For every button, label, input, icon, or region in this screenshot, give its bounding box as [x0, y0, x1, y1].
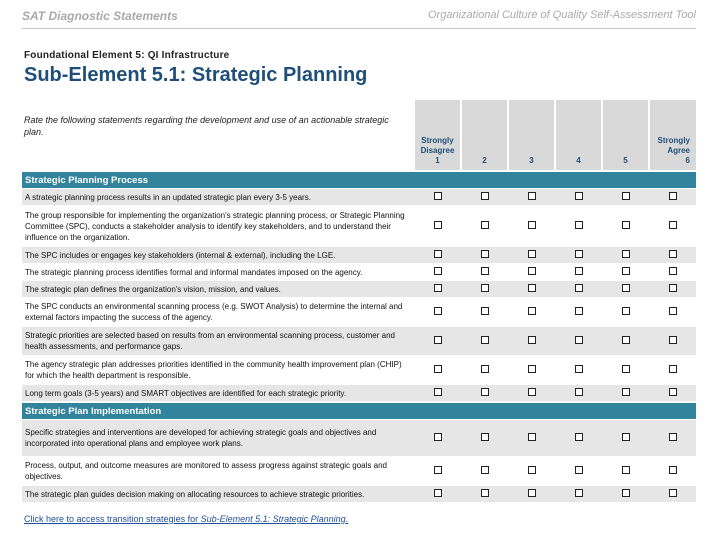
rating-checkbox-5[interactable] [622, 466, 630, 474]
statement-text: The strategic plan defines the organization's vision, mission, and values. [22, 281, 414, 298]
rating-cell-6 [649, 385, 696, 403]
rating-cell-4 [555, 356, 602, 385]
instructions-text: Rate the following statements regarding the development and use of an actionable strategic plan. [22, 100, 414, 171]
rating-checkbox-5[interactable] [622, 336, 630, 344]
rating-checkbox-3[interactable] [528, 307, 536, 315]
rating-checkbox-2[interactable] [481, 221, 489, 229]
rating-cell-3 [508, 486, 555, 503]
rating-checkbox-2[interactable] [481, 489, 489, 497]
rating-cell-3 [508, 298, 555, 327]
rating-cell-5 [602, 298, 649, 327]
rating-checkbox-5[interactable] [622, 433, 630, 441]
link-prefix: Click here to access transition strategies for [24, 514, 201, 524]
rating-cell-4 [555, 486, 602, 503]
rating-checkbox-5[interactable] [622, 307, 630, 315]
rating-cell-6 [649, 281, 696, 298]
foundational-element-label: Foundational Element 5: QI Infrastructure [24, 50, 230, 61]
statement-row [22, 356, 696, 385]
rating-cell-4 [555, 457, 602, 486]
statement-row [22, 457, 696, 486]
rating-cell-6 [649, 420, 696, 457]
rating-checkbox-2[interactable] [481, 250, 489, 258]
rating-checkbox-2[interactable] [481, 192, 489, 200]
rating-checkbox-3[interactable] [528, 192, 536, 200]
statement-text: The group responsible for implementing the organization's strategic planning process, or Strategic Planning Committee (SPC), conducts a stakeholder analysis to identify key stakeholders, and to understand their influence on the organization. [22, 206, 414, 247]
header-right-text: Organizational Culture of Quality Self-Assessment Tool [428, 9, 696, 21]
document-header [22, 6, 696, 29]
rating-checkbox-6[interactable] [669, 267, 677, 275]
rating-checkbox-4[interactable] [575, 336, 583, 344]
statement-text: Specific strategies and interventions are developed for achieving strategic goals and objectives and incorporated into operational plans and employee work plans. [22, 420, 414, 457]
rating-cell-5 [602, 457, 649, 486]
rating-cell-4 [555, 298, 602, 327]
rating-cell-6 [649, 486, 696, 503]
rating-cell-1 [414, 420, 461, 457]
rating-cell-5 [602, 385, 649, 403]
scale-num-6: 6 [685, 156, 690, 165]
rating-checkbox-6[interactable] [669, 388, 677, 396]
rating-checkbox-3[interactable] [528, 267, 536, 275]
rating-cell-3 [508, 206, 555, 247]
rating-checkbox-3[interactable] [528, 433, 536, 441]
rating-cell-2 [461, 385, 508, 403]
rating-cell-2 [461, 327, 508, 356]
rating-checkbox-1[interactable] [434, 489, 442, 497]
rating-cell-1 [414, 385, 461, 403]
rating-cell-5 [602, 264, 649, 281]
statement-row [22, 264, 696, 281]
rating-cell-1 [414, 264, 461, 281]
link-suffix: . [345, 514, 349, 524]
rating-checkbox-6[interactable] [669, 307, 677, 315]
rating-cell-3 [508, 327, 555, 356]
rating-cell-4 [555, 420, 602, 457]
statement-row [22, 206, 696, 247]
rating-checkbox-3[interactable] [528, 336, 536, 344]
rating-cell-3 [508, 385, 555, 403]
rating-checkbox-1[interactable] [434, 284, 442, 292]
rating-cell-1 [414, 281, 461, 298]
rating-cell-2 [461, 247, 508, 264]
statement-text: Strategic priorities are selected based on results from an environmental scanning process, customer and health assessments, and performance gaps. [22, 327, 414, 356]
rating-checkbox-6[interactable] [669, 192, 677, 200]
rating-cell-6 [649, 264, 696, 281]
scale-num-1: 1 [435, 156, 440, 165]
rating-cell-2 [461, 420, 508, 457]
scale-header-1 [414, 100, 461, 171]
rating-checkbox-4[interactable] [575, 221, 583, 229]
section-header-row [22, 402, 696, 420]
statement-text: The strategic plan guides decision making on allocating resources to achieve strategic priorities. [22, 486, 414, 503]
rating-checkbox-3[interactable] [528, 388, 536, 396]
rating-checkbox-4[interactable] [575, 489, 583, 497]
rating-checkbox-1[interactable] [434, 267, 442, 275]
rating-cell-6 [649, 247, 696, 264]
header-left-text: SAT Diagnostic Statements [22, 9, 178, 23]
section-title: Strategic Plan Implementation [22, 402, 696, 420]
scale-header-2 [461, 100, 508, 171]
rating-checkbox-1[interactable] [434, 433, 442, 441]
statement-text: Long term goals (3-5 years) and SMART objectives are identified for each strategic priority. [22, 385, 414, 403]
rating-checkbox-4[interactable] [575, 307, 583, 315]
rating-cell-1 [414, 247, 461, 264]
rating-cell-2 [461, 356, 508, 385]
rating-cell-3 [508, 247, 555, 264]
rating-checkbox-4[interactable] [575, 388, 583, 396]
rating-cell-4 [555, 385, 602, 403]
statement-row [22, 420, 696, 457]
rating-checkbox-6[interactable] [669, 336, 677, 344]
rating-cell-6 [649, 298, 696, 327]
rating-cell-3 [508, 264, 555, 281]
rating-checkbox-6[interactable] [669, 489, 677, 497]
rating-cell-3 [508, 189, 555, 206]
rating-checkbox-5[interactable] [622, 192, 630, 200]
scale-header-3 [508, 100, 555, 171]
rating-cell-5 [602, 206, 649, 247]
rating-checkbox-3[interactable] [528, 489, 536, 497]
scale-label-6: Strongly Agree [657, 136, 690, 155]
rating-checkbox-3[interactable] [528, 250, 536, 258]
rating-cell-5 [602, 189, 649, 206]
rating-cell-4 [555, 281, 602, 298]
rating-checkbox-6[interactable] [669, 250, 677, 258]
rating-checkbox-4[interactable] [575, 192, 583, 200]
statement-text: A strategic planning process results in an updated strategic plan every 3-5 years. [22, 189, 414, 206]
scale-num-5: 5 [623, 156, 628, 165]
rating-cell-4 [555, 264, 602, 281]
rating-checkbox-4[interactable] [575, 365, 583, 373]
transition-strategies-link[interactable] [24, 514, 348, 524]
statement-row [22, 327, 696, 356]
page-title: Sub-Element 5.1: Strategic Planning [24, 64, 368, 86]
rating-checkbox-1[interactable] [434, 221, 442, 229]
rating-cell-1 [414, 189, 461, 206]
rating-cell-1 [414, 206, 461, 247]
rating-checkbox-3[interactable] [528, 365, 536, 373]
rating-checkbox-4[interactable] [575, 466, 583, 474]
assessment-table [22, 100, 696, 502]
rating-cell-2 [461, 189, 508, 206]
rating-checkbox-2[interactable] [481, 267, 489, 275]
rating-cell-2 [461, 486, 508, 503]
rating-checkbox-5[interactable] [622, 284, 630, 292]
rating-checkbox-4[interactable] [575, 267, 583, 275]
rating-cell-2 [461, 457, 508, 486]
rating-checkbox-6[interactable] [669, 221, 677, 229]
rating-cell-1 [414, 298, 461, 327]
rating-checkbox-3[interactable] [528, 284, 536, 292]
rating-cell-4 [555, 206, 602, 247]
rating-cell-2 [461, 264, 508, 281]
rating-cell-3 [508, 281, 555, 298]
rating-checkbox-2[interactable] [481, 433, 489, 441]
rating-checkbox-2[interactable] [481, 388, 489, 396]
scale-header-6 [649, 100, 696, 171]
scale-header-5 [602, 100, 649, 171]
rating-cell-1 [414, 356, 461, 385]
rating-checkbox-4[interactable] [575, 433, 583, 441]
rating-checkbox-5[interactable] [622, 489, 630, 497]
rating-cell-1 [414, 327, 461, 356]
statement-text: Process, output, and outcome measures are monitored to assess progress against strategic goals and objectives. [22, 457, 414, 486]
rating-cell-2 [461, 206, 508, 247]
statement-row [22, 486, 696, 503]
rating-cell-3 [508, 457, 555, 486]
rating-checkbox-1[interactable] [434, 388, 442, 396]
rating-checkbox-4[interactable] [575, 250, 583, 258]
statement-text: The strategic planning process identifies formal and informal mandates imposed on the agency. [22, 264, 414, 281]
statement-row [22, 281, 696, 298]
rating-checkbox-4[interactable] [575, 284, 583, 292]
rating-checkbox-3[interactable] [528, 466, 536, 474]
section-title: Strategic Planning Process [22, 171, 696, 189]
rating-checkbox-1[interactable] [434, 365, 442, 373]
scale-label-1: Strongly Disagree [420, 136, 455, 155]
statement-row [22, 247, 696, 264]
table-header-row [22, 100, 696, 171]
rating-cell-5 [602, 281, 649, 298]
rating-cell-1 [414, 486, 461, 503]
rating-checkbox-2[interactable] [481, 365, 489, 373]
rating-cell-2 [461, 281, 508, 298]
rating-checkbox-3[interactable] [528, 221, 536, 229]
section-header-row [22, 171, 696, 189]
scale-num-4: 4 [576, 156, 581, 165]
rating-checkbox-5[interactable] [622, 365, 630, 373]
rating-checkbox-1[interactable] [434, 336, 442, 344]
rating-cell-5 [602, 486, 649, 503]
rating-checkbox-6[interactable] [669, 466, 677, 474]
statement-text: The SPC conducts an environmental scanning process (e.g. SWOT Analysis) to determine the internal and external factors impacting the success of the agency. [22, 298, 414, 327]
statement-text: The SPC includes or engages key stakeholders (internal & external), including the LGE. [22, 247, 414, 264]
rating-cell-4 [555, 247, 602, 264]
rating-checkbox-5[interactable] [622, 267, 630, 275]
rating-checkbox-5[interactable] [622, 250, 630, 258]
rating-cell-6 [649, 327, 696, 356]
rating-cell-6 [649, 206, 696, 247]
rating-checkbox-5[interactable] [622, 388, 630, 396]
rating-cell-3 [508, 356, 555, 385]
rating-checkbox-1[interactable] [434, 307, 442, 315]
rating-checkbox-1[interactable] [434, 192, 442, 200]
rating-cell-3 [508, 420, 555, 457]
link-target: Sub-Element 5.1: Strategic Planning [200, 514, 346, 524]
rating-cell-5 [602, 356, 649, 385]
rating-cell-1 [414, 457, 461, 486]
rating-cell-4 [555, 189, 602, 206]
rating-cell-6 [649, 457, 696, 486]
rating-checkbox-1[interactable] [434, 466, 442, 474]
rating-cell-5 [602, 247, 649, 264]
rating-cell-6 [649, 189, 696, 206]
rating-checkbox-2[interactable] [481, 466, 489, 474]
scale-num-2: 2 [482, 156, 487, 165]
rating-cell-6 [649, 356, 696, 385]
rating-cell-2 [461, 298, 508, 327]
rating-checkbox-6[interactable] [669, 284, 677, 292]
rating-checkbox-2[interactable] [481, 307, 489, 315]
rating-checkbox-2[interactable] [481, 336, 489, 344]
statement-row [22, 189, 696, 206]
scale-num-3: 3 [529, 156, 534, 165]
statement-row [22, 298, 696, 327]
rating-checkbox-6[interactable] [669, 433, 677, 441]
statement-row [22, 385, 696, 403]
rating-checkbox-2[interactable] [481, 284, 489, 292]
rating-checkbox-6[interactable] [669, 365, 677, 373]
rating-cell-5 [602, 327, 649, 356]
scale-header-4 [555, 100, 602, 171]
statement-text: The agency strategic plan addresses priorities identified in the community health improvement plan (CHIP) for which the health department is responsible. [22, 356, 414, 385]
rating-cell-5 [602, 420, 649, 457]
rating-cell-4 [555, 327, 602, 356]
rating-checkbox-1[interactable] [434, 250, 442, 258]
rating-checkbox-5[interactable] [622, 221, 630, 229]
